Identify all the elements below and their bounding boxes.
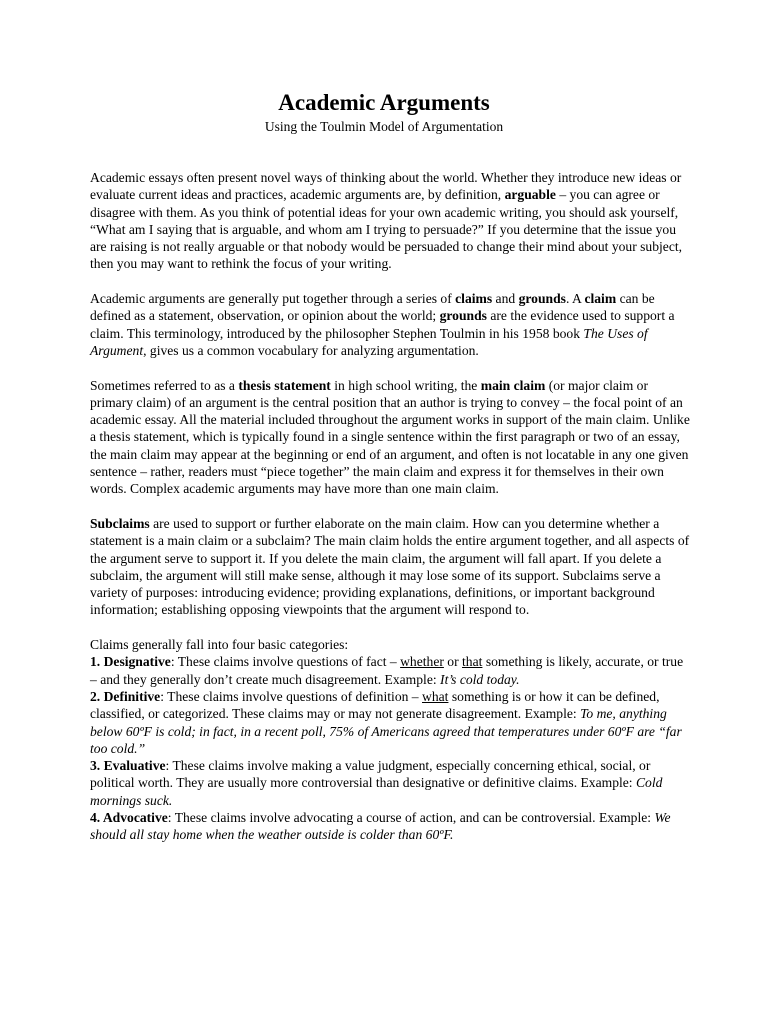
text-run: or [443,654,463,670]
term-arguable: arguable [504,187,556,203]
text-run: something is or how it can be defined, classified, or categorized. These claims may or may not generate disagreement. Example: [90,688,660,722]
document-subtitle: Using the Toulmin Model of Argumentation [264,119,504,134]
text-run: (or major claim or primary claim) of an argument is the central position that an author is trying to convey – the focal point of an academic essay. All the material included throughout the argument works in support of the main claim. Unlike a thesis statement, which is typically found in a single sentence within the first paragraph or two of an essay, the main claim may appear at the beginning or end of an argument, and often is not locatable in any one given sentence – rather, readers must “piece together” the main claim and express it for themselves in their own words. Complex academic arguments may have more than one main claim. [90,377,690,497]
text-run: . A [565,291,585,307]
document-title: Academic Arguments [278,90,490,115]
claim-label: 1. Designative [90,654,171,670]
underlined-term: whether [400,654,444,670]
text-run: are used to support or further elaborate on the main claim. How can you determine whether a statement is a main claim or a subclaim? The main claim holds the entire argument together, and all aspects of the argument serve to support it. If you delete the main claim, the argument will fall apart. If you delete a subclaim, the argument will still make sense, although it may lose some of its support. Subclaims serve a variety of purposes: introducing evidence; providing explanations, definitions, or important background information; establishing opposing viewpoints that the argument will respond to. [90,515,690,618]
underlined-term: that [462,654,483,670]
claim-example: We should all stay home when the weather outside is colder than 60ºF. [90,809,671,843]
term-grounds: grounds [518,291,566,307]
text-run: are the evidence used to support a claim. This terminology, introduced by the philosopher Stephen Toulmin in his 1958 book [90,308,675,341]
claim-evaluative [90,757,690,809]
claim-example: It’s cold today. [440,671,520,687]
text-run: something is likely, accurate, or true – and they generally don’t create much disagreement. Example: [90,654,684,687]
claim-label: 2. Definitive [90,688,161,704]
claim-example: To me, anything below 60ºF is cold; in fact, in a recent poll, 75% of Americans agreed that temperatures under 60ºF are “far too cold.” [90,706,682,756]
claim-advocative [90,809,690,844]
text-run: can be defined as a statement, observation, or opinion about the world; [90,291,655,324]
text-run: and [492,291,519,307]
claims-categories-list [90,636,690,844]
text-run: Academic arguments are generally put together through a series of [90,291,456,307]
term-main-claim: main claim [480,377,546,393]
term-grounds: grounds [439,308,487,324]
paragraph-claims-grounds [90,290,690,359]
claim-label: 3. Evaluative [90,758,166,774]
text-run: : These claims involve questions of definition – [160,688,423,704]
text-run: : These claims involve making a value judgment, especially concerning ethical, social, or political worth. They are usually more controversial than designative or definitive claims. Example: [90,758,651,791]
term-claim: claim [584,291,617,307]
claim-definitive [90,688,690,757]
text-run: – you can agree or disagree with them. As you think of potential ideas for your own academic writing, you should ask yourself, “What am I saying that is arguable, and whom am I trying to persuade?” If you determine that the issue you are raising is not really arguable or that nobody would be persuaded to change their mind about your subject, then you may want to rethink the focus of your writing. [90,187,683,272]
book-title: The Uses of Argument [90,325,648,358]
paragraph-main-claim [90,377,690,498]
paragraph-subclaims [90,515,690,619]
underlined-term: what [422,688,449,704]
paragraph-intro [90,169,690,273]
text-run: : These claims involve advocating a course of action, and can be controversial. Example: [167,809,655,825]
claims-intro: Claims generally fall into four basic categories: [90,637,349,653]
document-body [90,169,690,844]
term-claims: claims [455,291,493,307]
claim-designative [90,653,690,688]
term-thesis-statement: thesis statement [238,377,331,393]
text-run: Sometimes referred to as a [90,377,239,393]
text-run: Academic essays often present novel ways of thinking about the world. Whether they introduce new ideas or evaluate current ideas and practices, academic arguments are, by definition, [90,170,682,203]
term-subclaims: Subclaims [90,515,150,531]
text-run: , gives us a common vocabulary for analyzing argumentation. [143,342,479,358]
text-run: : These claims involve questions of fact – [170,654,401,670]
claim-label: 4. Advocative [90,809,168,825]
text-run: in high school writing, the [330,377,481,393]
claim-example: Cold mornings suck. [90,775,663,808]
